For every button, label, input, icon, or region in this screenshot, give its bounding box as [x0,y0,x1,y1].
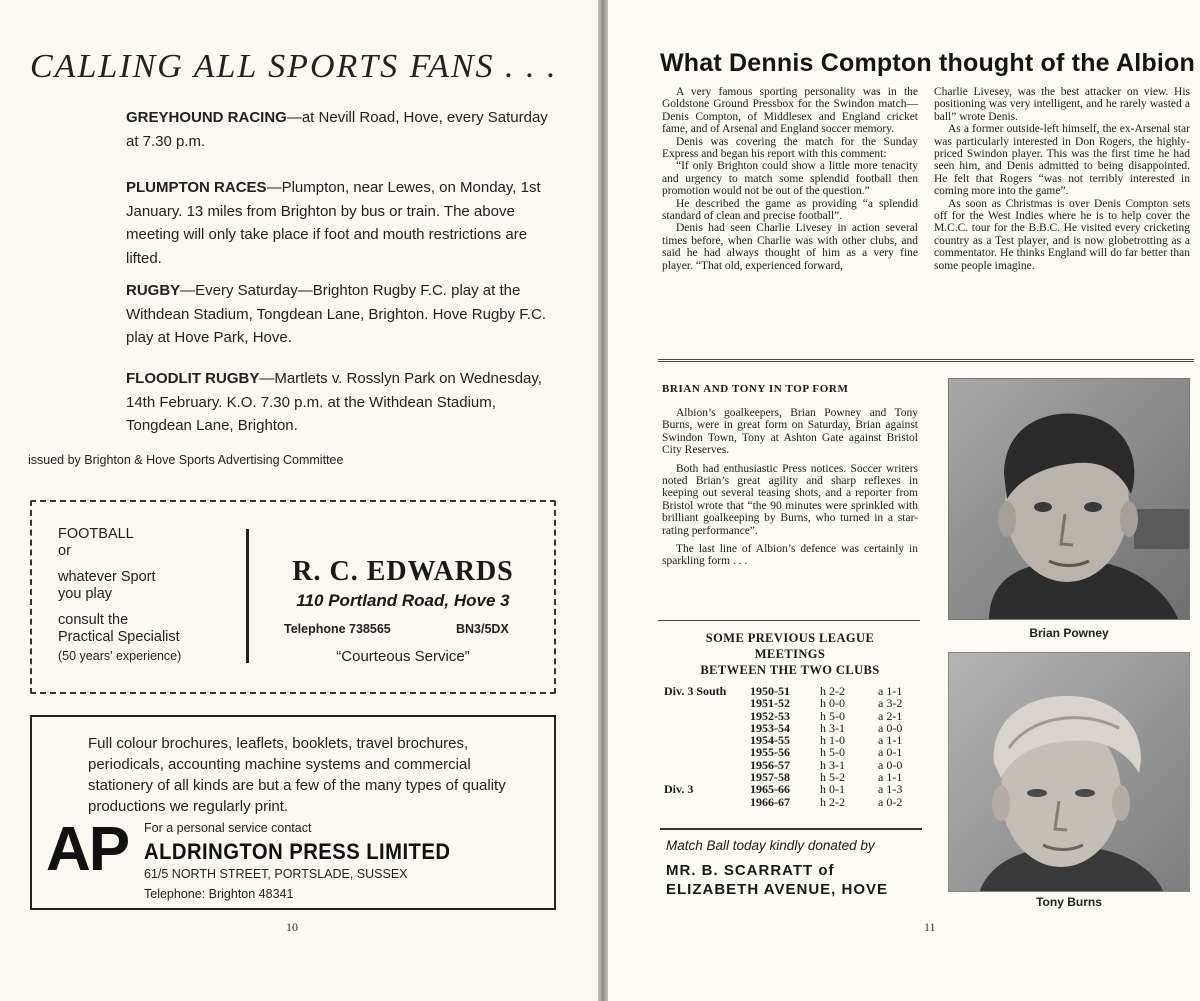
event-floodlit-rugby [126,367,556,438]
match-ball-line: Match Ball today kindly donated by [666,838,875,853]
article-paragraph: As soon as Christmas is over Denis Compton sets off for the West Indies where he is to help cover the M.C.C. tour for the B.B.C. He visited every cricketing country as a Test player, and is now globetrotting as a commentator. He thinks England will do far better than some people imagine. [934,197,1190,272]
donor-line: ELIZABETH AVENUE, HOVE [666,881,889,898]
edwards-line: or [58,543,71,559]
meeting-away-cell: a 3-2 [878,696,903,711]
article-paragraph: He described the game as providing “a splendid standard of clean and precise football”. [662,197,918,223]
ap-logo: AP [46,815,129,884]
meeting-away-cell: a 1-3 [878,782,903,797]
edwards-address: 110 Portland Road, Hove 3 [296,591,510,610]
article-paragraph: As a former outside-left himself, the ex-Arsenal star was particularly interested in Don Rogers, the highly-priced Swindon player. This was the first time he had seen him, and Denis admitted to being disappointed. He felt that Rogers “was not terribly interested in coming more into the game”. [934,123,1190,198]
article-paragraph: “If only Brighton could show a little more tenacity and urgency to match some splendid football then promotion would not be out of the question.” [662,160,918,198]
photo-tony-burns [948,652,1190,892]
meeting-season-cell: 1956-57 [750,757,790,772]
meeting-away-cell: a 0-0 [878,757,903,772]
meeting-away-cell: a 0-2 [878,794,903,809]
brian-tony-article [662,383,918,574]
edwards-name: R. C. EDWARDS [292,556,514,587]
meeting-division-cell [664,697,750,709]
meeting-row [664,783,902,795]
left-headline: CALLING ALL SPORTS FANS . . . [30,48,558,85]
meeting-away-cell: a 0-1 [878,745,903,760]
page-number: 11 [924,920,936,934]
meeting-row [664,746,902,758]
edwards-advert [30,500,556,694]
press-contact-line: For a personal service contact [144,821,312,835]
meeting-season-cell: 1965-66 [750,782,790,797]
event-title: GREYHOUND RACING [126,109,287,126]
edwards-line: consult the [58,612,129,628]
edwards-line: (50 years' experience) [58,649,182,663]
meeting-division-cell [664,759,750,771]
meeting-division-cell [664,746,750,758]
meeting-season-cell: 1957-58 [750,770,790,785]
event-title: RUGBY [126,282,181,299]
meeting-season-cell: 1952-53 [750,708,790,723]
meeting-division-cell: Div. 3 South [664,684,727,698]
meeting-home-cell: h 5-0 [820,745,845,760]
meeting-home-cell: h 3-1 [820,757,845,772]
meeting-division-cell [664,722,750,734]
brian-tony-text [662,407,918,568]
section-rule [660,828,922,830]
meeting-season-cell: 1953-54 [750,720,790,735]
edwards-line: Practical Specialist [58,629,180,645]
press-street: 61/5 NORTH STREET, PORTSLADE, SUSSEX [144,867,408,881]
article-paragraph: Denis was covering the match for the Sunday Express and began his report with this comment: [662,135,918,161]
meeting-division-cell [664,734,750,746]
page-number: 10 [286,920,298,934]
meetings-title-line: BETWEEN THE TWO CLUBS [700,663,880,677]
edwards-line: FOOTBALL [58,526,134,542]
press-telephone: Telephone: Brighton 48341 [144,887,294,901]
meeting-season-cell: 1950-51 [750,684,790,698]
page-10 [0,0,598,1001]
event-text: —at Nevill Road, Hove, every Saturday at 7.30 p.m. [126,109,548,150]
event-rugby [126,279,556,350]
article-paragraph: Albion’s goalkeepers, Brian Powney and Tony Burns, were in great form on Saturday, Brian against Swindon Town, Tony at Ashton Gate against Bristol City Reserves. [662,407,918,457]
meeting-home-cell: h 2-2 [820,684,845,698]
edwards-line: you play [58,586,113,602]
event-title: PLUMPTON RACES [126,179,267,196]
event-plumpton-races [126,176,556,270]
donor-line: MR. B. SCARRATT of [666,862,835,879]
spine-gutter [598,0,608,1001]
meeting-away-cell: a 1-1 [878,684,903,698]
meeting-row [664,697,902,709]
meeting-away-cell: a 1-1 [878,733,903,748]
edwards-line: whatever Sport [58,569,156,585]
event-greyhound-racing [126,106,556,153]
meetings-title [662,630,918,678]
edwards-ad-left-text [58,526,248,665]
meeting-home-cell: h 0-0 [820,696,845,711]
meeting-division-cell [664,710,750,722]
event-text: —Martlets v. Rosslyn Park on Wednesday, 14th February. K.O. 7.30 p.m. at the Withdean Stadium, Tongdean Lane, Brighton. [126,370,542,434]
page-11 [608,0,1200,1001]
meeting-home-cell: h 3-1 [820,720,845,735]
meeting-row [664,796,902,808]
meeting-home-cell: h 2-2 [820,794,845,809]
event-text: —Every Saturday—Brighton Rugby F.C. play at the Withdean Stadium, Tongdean Lane, Brighton. Hove Rugby F.C. play at Hove Park, Hove. [126,282,546,346]
section-rule [658,359,1194,360]
article-paragraph: Charlie Livesey, was the best attacker on view. His positioning was very intelligent, and he rarely wasted a ball” wrote Denis. [934,86,1190,123]
right-headline: What Dennis Compton thought of the Albion [660,49,1195,77]
meeting-away-cell: a 0-0 [878,720,903,735]
meeting-away-cell: a 1-1 [878,770,903,785]
event-title: FLOODLIT RUGBY [126,370,260,387]
meetings-title-line: SOME PREVIOUS LEAGUE [705,631,875,645]
edwards-divider [246,529,249,663]
section-rule [658,361,1194,362]
aldrington-press-advert [30,715,556,910]
press-ad-body: Full colour brochures, leaflets, booklets, travel brochures, periodicals, accounting machine systems and commercial stationery of all kinds are but a few of the many types of quality productions we regularly print. [88,735,506,815]
meetings-title-line: MEETINGS [754,647,826,661]
meetings-table [664,685,902,808]
article-column-left [662,86,918,272]
article-paragraph: Denis had seen Charlie Livesey in action several times before, when Charlie was with other clubs, and said he had always thought of him as a very fine player. “That old, experienced forward, [662,222,918,272]
meeting-away-cell: a 2-1 [878,708,903,723]
article-column-right [934,86,1190,272]
meeting-season-cell: 1955-56 [750,745,790,760]
edwards-slogan: “Courteous Service” [336,648,470,665]
brian-tony-heading: BRIAN AND TONY IN TOP FORM [662,383,849,395]
edwards-ref: BN3/5DX [456,622,509,636]
meeting-division-cell: Div. 3 [664,782,694,797]
meeting-season-cell: 1966-67 [750,794,790,809]
caption-tony-burns: Tony Burns [1036,895,1102,909]
article-paragraph: The last line of Albion’s defence was certainly in sparkling form . . . [662,543,918,568]
issued-by-line: issued by Brighton & Hove Sports Advertising Committee [28,453,344,467]
article-paragraph: A very famous sporting personality was in the Goldstone Ground Pressbox for the Swindon match—Denis Compton, of Middlesex and England cricket fame, and of Arsenal and England soccer memory. [662,86,918,136]
match-ball-donor [666,861,888,899]
meeting-season-cell: 1951-52 [750,696,790,711]
caption-brian-powney: Brian Powney [1029,626,1109,640]
press-company-name: ALDRINGTON PRESS LIMITED [144,839,451,864]
meeting-home-cell: h 0-1 [820,782,845,797]
event-text: —Plumpton, near Lewes, on Monday, 1st January. 13 miles from Brighton by bus or train. The above meeting will only take place if foot and mouth restrictions are lifted. [126,179,541,267]
edwards-telephone: Telephone 738565 [284,622,391,636]
section-rule [658,620,920,621]
meeting-season-cell: 1954-55 [750,733,790,748]
meeting-division-cell [664,796,750,808]
photo-brian-powney [948,378,1190,620]
meeting-home-cell: h 5-2 [820,770,845,785]
meeting-home-cell: h 5-0 [820,708,845,723]
article-paragraph: Both had enthusiastic Press notices. Soccer writers noted Brian’s great agility and sharp reflexes in keeping out several teasing shots, and a reporter from Bristol wrote that “the 90 minutes were sprinkled with brilliant goalkeeping by Burns, who turned in a star-rating performance”. [662,462,918,537]
meeting-home-cell: h 1-0 [820,733,845,748]
